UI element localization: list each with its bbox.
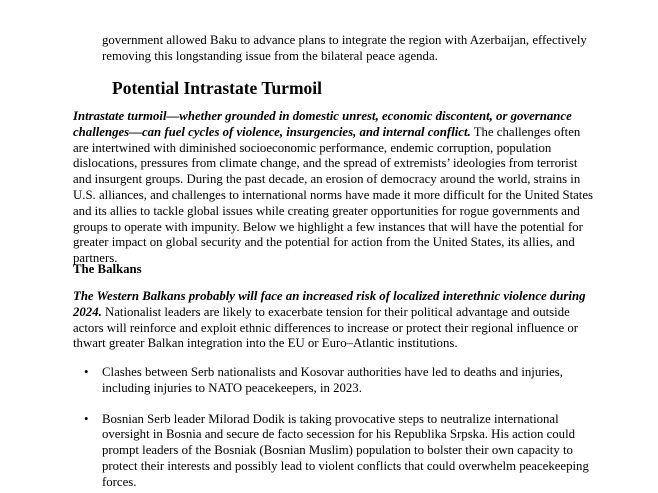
list-item [84, 412, 594, 491]
list-item [84, 365, 594, 397]
balkans-paragraph [73, 289, 594, 352]
balkans-subheading: The Balkans [73, 262, 142, 276]
bullet-icon: • [84, 365, 89, 379]
paragraph-lead-sentence: Intrastate turmoil—whether grounded in domestic unrest, economic discontent, or governance challenges—can fuel cycles of violence, insurgencies, and internal conflict. [73, 109, 572, 139]
paragraph-body: Nationalist leaders are likely to exacerbate tension for their political advantage and outside actors will reinforce and exploit ethnic differences to increase or protect their regional influence or thwart greater Balkan integration into the EU or Euro–Atlantic institutions. [73, 304, 579, 351]
intrastate-turmoil-paragraph [73, 109, 594, 267]
bullet-text: Clashes between Serb nationalists and Kosovar authorities have led to deaths and injuries, including injuries to NATO peacekeepers, in 2023. [102, 365, 563, 395]
bullet-icon: • [84, 411, 89, 426]
intro-paragraph: government allowed Baku to advance plans to integrate the region with Azerbaijan, effectively removing this longstanding issue from the bilateral peace agenda. [102, 33, 587, 63]
section-heading: Potential Intrastate Turmoil [112, 78, 322, 98]
bullet-text: Bosnian Serb leader Milorad Dodik is taking provocative steps to neutralize international oversight in Bosnia and secure de facto secession for his Republika Srpska. His action could prompt leaders of the Bosniak (Bosnian Muslim) population to bolster their own capacity to protect their interests and possibly lead to violent conflicts that could overwhelm peacekeeping forces. [102, 411, 589, 489]
balkans-bullet-list [84, 365, 594, 493]
paragraph-body: The challenges often are intertwined with diminished socioeconomic performance, endemic corruption, population dislocations, pressures from climate change, and the spread of extremists’ ideologies from terrorist and insurgent groups. During the past decade, an erosion of democracy around the world, strains in U.S. alliances, and challenges to international norms have made it more difficult for the United States and its allies to tackle global issues while creating greater opportunities for rogue governments and groups to operate with impunity. Below we highlight a few instances that will have the potential for greater impact on global security and the potential for action from the United States, its allies, and partners. [73, 124, 594, 266]
paragraph-lead-sentence: The Western Balkans probably will face an increased risk of localized interethnic violence during 2024. [73, 289, 586, 319]
